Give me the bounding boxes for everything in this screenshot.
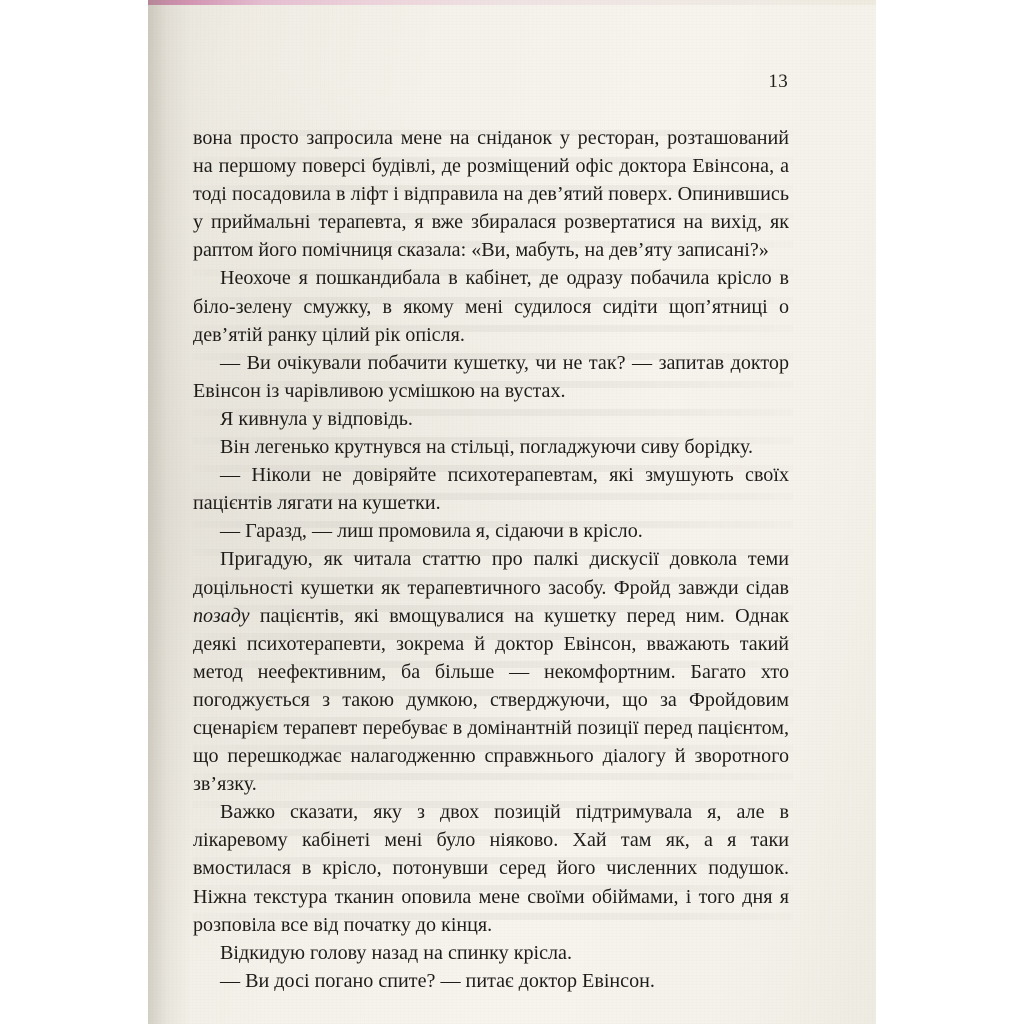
- book-cover-edge: [148, 0, 876, 5]
- book-page: [148, 0, 876, 1024]
- paragraph: — Ви очікували побачити кушетку, чи не так? — запитав доктор Евінсон із чарівливою усмішкою на вустах.: [193, 351, 789, 402]
- paragraph: — Гаразд, — лиш промовила я, сідаючи в крісло.: [220, 520, 643, 543]
- paragraph-with-italic: [193, 545, 789, 798]
- emphasized-word: позаду: [193, 604, 250, 627]
- paragraph: Важко сказати, яку з двох позицій підтримувала я, але в лікаревому кабінеті мені було ніяково. Хай там як, а я таки вмостилася в крісло, потонувши серед його численних подушок. Ніжна текстура тканин оповила мене своїми обіймами, і того дня я розповіла все від початку до кінця.: [193, 801, 789, 936]
- paragraph: Неохоче я пошкандибала в кабінет, де одразу побачила крісло в біло-зелену смужку, в якому мені судилося сидіти щоп’ятниці о дев’ятій ранку цілий рік опісля.: [193, 267, 789, 346]
- paragraph: Я кивнула у відповідь.: [220, 407, 413, 430]
- paragraph: вона просто запросила мене на сніданок у ресторан, розташований на першому поверсі будівлі, де розміщений офіс доктора Евінсона, а тоді посадовила в ліфт і відправила на дев’ятий поверх. Опинившись у приймальні терапевта, я вже збиралася розвертатися на вихід, як раптом його помічниця сказала: «Ви, мабуть, на дев’яту записані?»: [193, 127, 789, 262]
- paragraph: — Ви досі погано спите? — питає доктор Евінсон.: [220, 969, 655, 992]
- text-run: Пригадую, як читала статтю про палкі дискусії довкола теми доцільності кушетки як терапевтичного засобу. Фройд завжди сідав: [193, 548, 789, 599]
- paragraph: — Ніколи не довіряйте психотерапевтам, які змушують своїх пацієнтів лягати на кушетки.: [193, 464, 789, 515]
- paragraph: Відкидую голову назад на спинку крісла.: [220, 941, 572, 964]
- page-gutter-shadow: [148, 0, 190, 1024]
- text-run: пацієнтів, які вмощувалися на кушетку перед ним. Однак деякі психотерапевти, зокрема й доктор Евінсон, вважають такий метод неефективним, ба більше — некомфортним. Багато хто погоджується з такою думкою, стверджуючи, що за Фройдовим сценарієм терапевт перебуває в домінантній позиції перед пацієнтом, що перешкоджає налагодженню справжнього діалогу й зворотного зв’язку.: [193, 604, 789, 796]
- body-text-block: [193, 124, 789, 995]
- page-number: 13: [768, 71, 788, 92]
- paragraph: Він легенько крутнувся на стільці, погладжуючи сиву борідку.: [220, 436, 754, 459]
